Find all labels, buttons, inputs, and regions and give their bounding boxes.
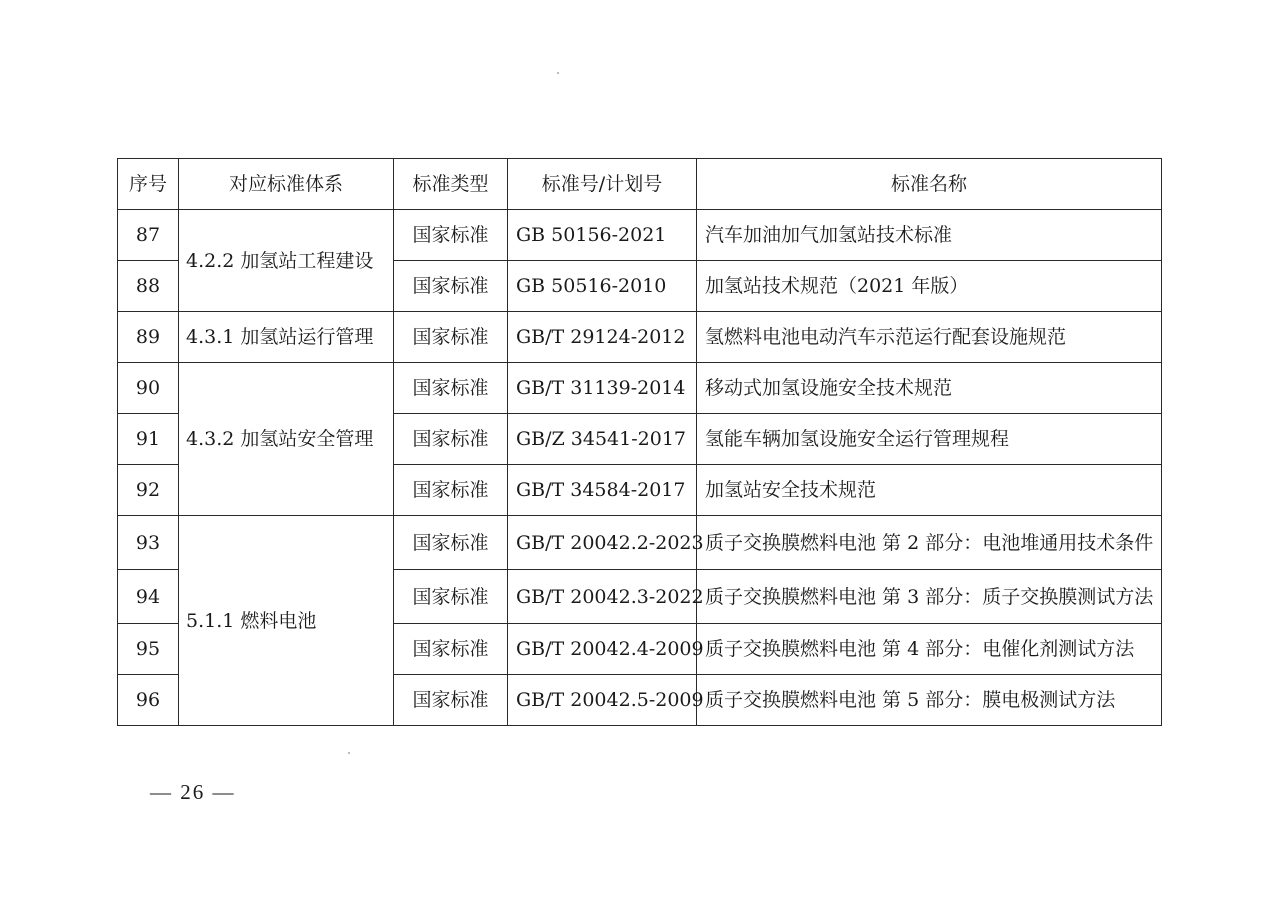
cell-name: 质子交换膜燃料电池 第 4 部分：电催化剂测试方法 [697, 624, 1162, 675]
cell-number: GB/T 20042.3-2022 [508, 570, 697, 624]
table-row [118, 516, 1162, 570]
cell-type: 国家标准 [394, 675, 508, 726]
cell-seq: 93 [118, 516, 179, 570]
cell-number: GB/T 20042.4-2009 [508, 624, 697, 675]
header-system: 对应标准体系 [179, 159, 394, 210]
cell-type: 国家标准 [394, 312, 508, 363]
cell-number: GB/T 20042.2-2023 [508, 516, 697, 570]
cell-name: 质子交换膜燃料电池 第 5 部分：膜电极测试方法 [697, 675, 1162, 726]
cell-seq: 90 [118, 363, 179, 414]
cell-seq: 96 [118, 675, 179, 726]
header-type: 标准类型 [394, 159, 508, 210]
cell-name: 加氢站技术规范（2021 年版） [697, 261, 1162, 312]
cell-seq: 94 [118, 570, 179, 624]
cell-number: GB/T 31139-2014 [508, 363, 697, 414]
table-row [118, 363, 1162, 414]
cell-type: 国家标准 [394, 363, 508, 414]
cell-type: 国家标准 [394, 570, 508, 624]
cell-system: 4.3.1 加氢站运行管理 [179, 312, 394, 363]
standards-table [117, 158, 1162, 726]
cell-name: 移动式加氢设施安全技术规范 [697, 363, 1162, 414]
cell-name: 质子交换膜燃料电池 第 2 部分：电池堆通用技术条件 [697, 516, 1162, 570]
cell-seq: 91 [118, 414, 179, 465]
cell-number: GB 50156-2021 [508, 210, 697, 261]
header-number: 标准号/计划号 [508, 159, 697, 210]
table-row [118, 210, 1162, 261]
cell-number: GB/Z 34541-2017 [508, 414, 697, 465]
cell-name: 加氢站安全技术规范 [697, 465, 1162, 516]
cell-type: 国家标准 [394, 210, 508, 261]
scan-speck [557, 72, 559, 74]
cell-system: 5.1.1 燃料电池 [179, 516, 394, 726]
cell-type: 国家标准 [394, 516, 508, 570]
cell-name: 汽车加油加气加氢站技术标准 [697, 210, 1162, 261]
scan-speck [348, 752, 350, 754]
cell-type: 国家标准 [394, 261, 508, 312]
cell-name: 氢燃料电池电动汽车示范运行配套设施规范 [697, 312, 1162, 363]
cell-seq: 88 [118, 261, 179, 312]
cell-seq: 92 [118, 465, 179, 516]
cell-name: 质子交换膜燃料电池 第 3 部分：质子交换膜测试方法 [697, 570, 1162, 624]
cell-seq: 87 [118, 210, 179, 261]
table-header-row [118, 159, 1162, 210]
table-row [118, 312, 1162, 363]
header-seq: 序号 [118, 159, 179, 210]
cell-type: 国家标准 [394, 465, 508, 516]
cell-number: GB/T 29124-2012 [508, 312, 697, 363]
header-name: 标准名称 [697, 159, 1162, 210]
cell-number: GB/T 34584-2017 [508, 465, 697, 516]
cell-system: 4.2.2 加氢站工程建设 [179, 210, 394, 312]
cell-number: GB 50516-2010 [508, 261, 697, 312]
cell-name: 氢能车辆加氢设施安全运行管理规程 [697, 414, 1162, 465]
page-number: — 26 — [150, 780, 236, 804]
cell-number: GB/T 20042.5-2009 [508, 675, 697, 726]
cell-type: 国家标准 [394, 624, 508, 675]
cell-type: 国家标准 [394, 414, 508, 465]
cell-system: 4.3.2 加氢站安全管理 [179, 363, 394, 516]
cell-seq: 95 [118, 624, 179, 675]
cell-seq: 89 [118, 312, 179, 363]
